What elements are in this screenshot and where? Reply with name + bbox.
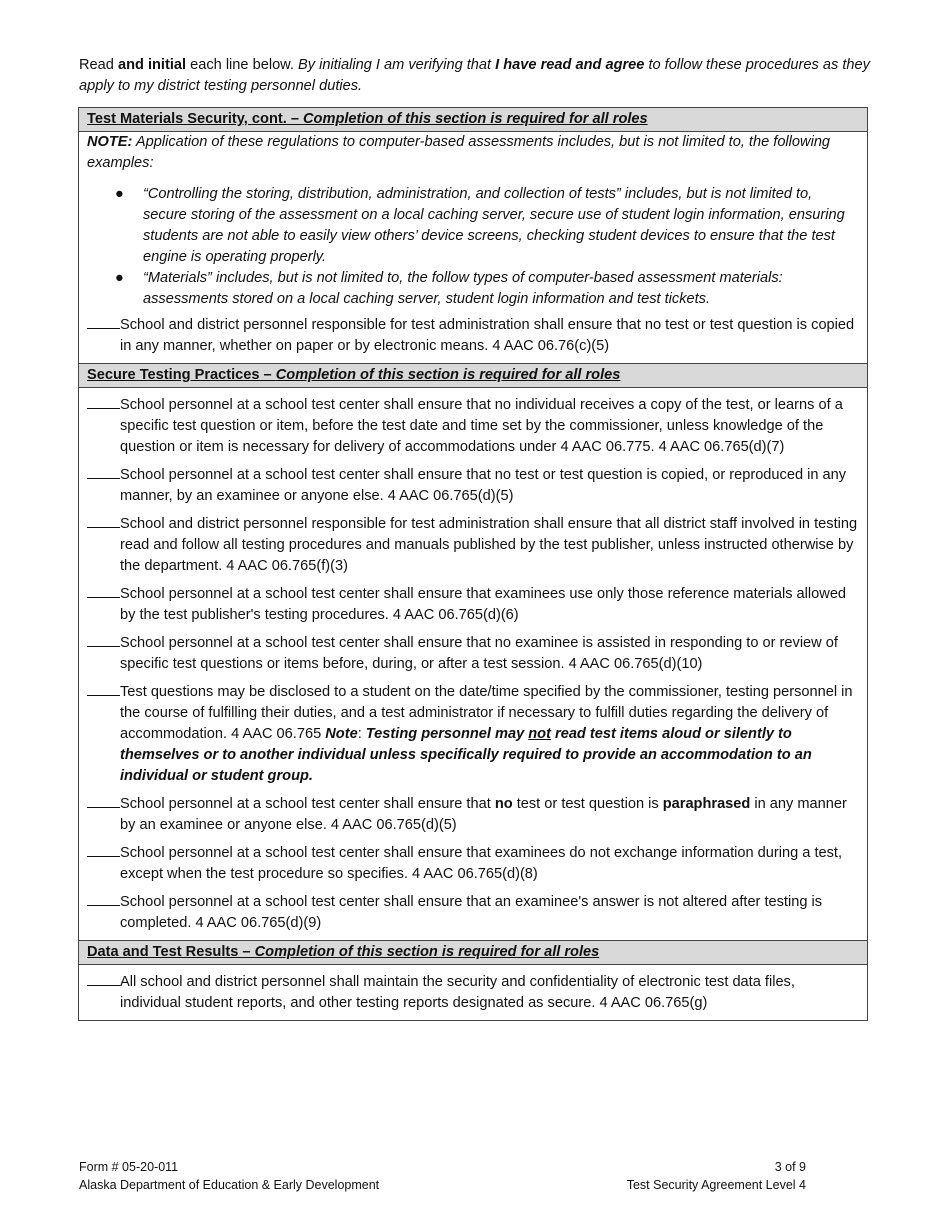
initial-blank[interactable] (87, 793, 120, 808)
bullet-text: “Materials” includes, but is not limited to, the follow types of computer-based assessment materials: assessments stored on a local caching server, student login information and test tickets. (143, 270, 783, 307)
intro-emphasis: and initial (117, 57, 187, 73)
item-text: test or test question is (512, 796, 663, 812)
list-item (115, 184, 859, 268)
instructions (79, 55, 874, 97)
intro-text: Read (79, 57, 118, 73)
item-text: School and district personnel responsible for test administration shall ensure that no test or test question is copied in any manner, whether on paper or by electronic means. 4 AAC 06.76(c)(5) (120, 317, 855, 354)
note-label: Note (325, 726, 358, 742)
document-title: Test Security Agreement Level 4 (626, 1178, 806, 1192)
agreement-table (78, 107, 868, 1021)
item-emphasis: no (494, 796, 513, 812)
section-title: Data and Test Results – (87, 944, 255, 960)
initial-line-item (79, 891, 867, 940)
section-body (79, 965, 867, 1020)
page-number: 3 of 9 (774, 1160, 806, 1174)
initial-blank[interactable] (87, 681, 120, 696)
item-text: School personnel at a school test center shall ensure that an examinee's answer is not altered after testing is completed. 4 AAC 06.765(d)(9) (120, 894, 823, 931)
section-title: Secure Testing Practices – (87, 367, 276, 383)
section-header-data-results (79, 940, 867, 965)
initial-blank[interactable] (87, 394, 120, 409)
item-text: Test questions may be disclosed to a student on the date/time specified by the commissioner, testing personnel in the course of fulfilling their duties, and a test administrator if necessary to fulfill duties regarding the delivery of accommodation. 4 AAC 06.765 (120, 684, 853, 742)
item-text: School personnel at a school test center shall ensure that no examinee is assisted in responding to or review of specific test questions or items before, during, or after a test session. 4 AAC 06.765(d)(10) (120, 635, 838, 672)
note-block (79, 132, 867, 314)
intro-emphasis: I have read and agree (495, 57, 645, 73)
item-text: : (357, 726, 366, 742)
form-number: Form # 05-20-011 (79, 1160, 179, 1174)
initial-line-item (79, 394, 867, 464)
initial-line-item (79, 793, 867, 842)
section-body (79, 388, 867, 940)
section-header-test-materials (79, 108, 867, 132)
section-title: Test Materials Security, cont. – (87, 111, 304, 127)
intro-text: each line below. (186, 57, 299, 73)
section-subtitle: Completion of this section is required for all roles (303, 111, 648, 127)
note-paragraph (87, 132, 859, 174)
initial-blank[interactable] (87, 891, 120, 906)
footer-left (79, 1158, 379, 1194)
item-text: School personnel at a school test center shall ensure that examinees do not exchange information during a test, except when the test procedure so specifies. 4 AAC 06.765(d)(8) (120, 845, 843, 882)
item-text: in any manner by an examinee or anyone else. 4 AAC 06.765(d)(5) (120, 796, 847, 833)
initial-blank[interactable] (87, 842, 120, 857)
initial-line-item (79, 842, 867, 891)
initial-blank[interactable] (87, 632, 120, 647)
initial-blank[interactable] (87, 314, 120, 329)
initial-line-item (79, 583, 867, 632)
initial-blank[interactable] (87, 464, 120, 479)
bullet-icon: ● (115, 186, 124, 202)
note-label: NOTE: (87, 134, 133, 150)
initial-line-item (79, 314, 867, 363)
item-emphasis: paraphrased (662, 796, 751, 812)
item-text: All school and district personnel shall maintain the security and confidentiality of electronic test data files, individual student reports, and other testing reports designated as secure. 4 AAC 06.765(g) (120, 974, 795, 1011)
item-text: School personnel at a school test center shall ensure that (120, 796, 495, 812)
section-header-secure-testing (79, 363, 867, 388)
section-subtitle: Completion of this section is required for all roles (254, 944, 600, 960)
initial-line-item (79, 632, 867, 681)
intro-italic: By initialing I am verifying that (298, 57, 496, 73)
note-text: Application of these regulations to computer-based assessments includes, but is not limited to, the following examples: (87, 134, 831, 171)
item-text: School personnel at a school test center shall ensure that no individual receives a copy of the test, or learns of a specific test question or item, before the test date and time set by the commissioner, unless knowledge of the question or item is necessary for delivery of accommodations under 4 AAC 06.775. 4 AAC 06.765(d)(7) (120, 397, 843, 455)
warning-text: read test items aloud or silently to themselves or to another individual unless specifically required to provide an accommodation to an individual or student group. (120, 726, 812, 784)
bullet-list (87, 184, 859, 310)
initial-line-item (79, 464, 867, 513)
list-item (115, 268, 859, 310)
initial-blank[interactable] (87, 971, 120, 986)
warning-emphasis: not (528, 726, 551, 742)
initial-line-item (79, 681, 867, 793)
item-text: School personnel at a school test center shall ensure that examinees use only those reference materials allowed by the test publisher's testing procedures. 4 AAC 06.765(d)(6) (120, 586, 847, 623)
item-text: School personnel at a school test center shall ensure that no test or test question is copied, or reproduced in any manner, by an examinee or anyone else. 4 AAC 06.765(d)(5) (120, 467, 847, 504)
bullet-text: “Controlling the storing, distribution, administration, and collection of tests” includes, but is not limited to, secure storing of the assessment on a local caching server, secure use of student login information, ensuring students are not able to easily view others’ device screens, checking student devices to ensure that the test engine is operating properly. (143, 186, 845, 265)
section-subtitle: Completion of this section is required for all roles (275, 367, 621, 383)
intro-italic: to follow these procedures as they apply to my district testing personnel duties. (79, 57, 870, 94)
initial-blank[interactable] (87, 513, 120, 528)
initial-line-item (79, 513, 867, 583)
initial-blank[interactable] (87, 583, 120, 598)
warning-text: Testing personnel may (365, 726, 529, 742)
department-name: Alaska Department of Education & Early Development (79, 1178, 380, 1192)
footer-right (620, 1158, 806, 1194)
item-text: School and district personnel responsible for test administration shall ensure that all district staff involved in testing read and follow all testing procedures and manuals published by the test publisher, unless instructed otherwise by the department. 4 AAC 06.765(f)(3) (120, 516, 858, 574)
initial-line-item (79, 971, 867, 1020)
bullet-icon: ● (115, 270, 124, 286)
